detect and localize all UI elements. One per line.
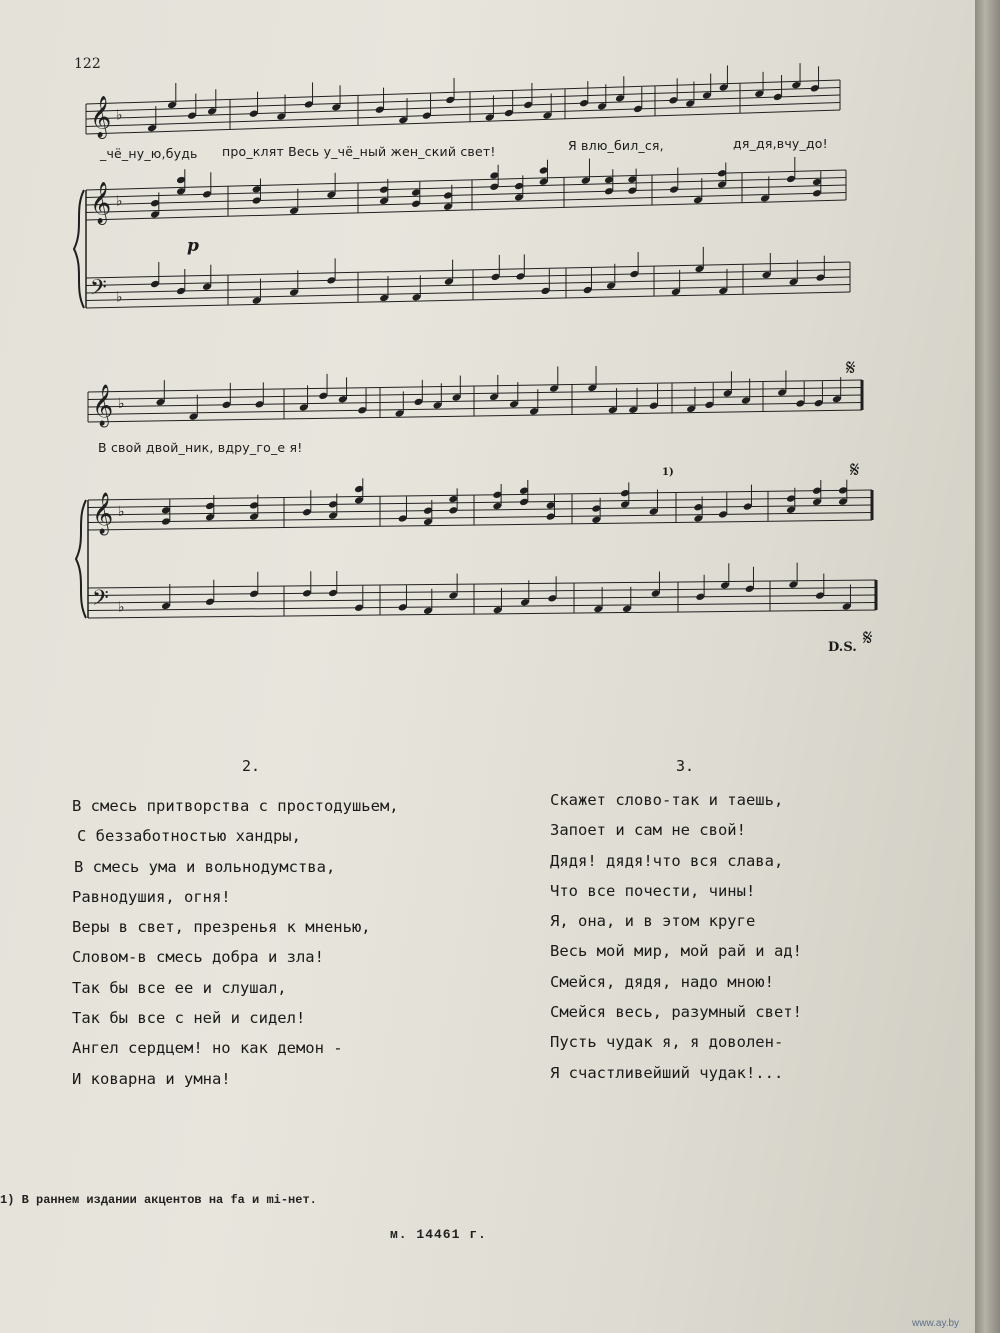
staff-line xyxy=(86,95,840,119)
lyric-line-2: В свой двой_ник, вдру_го_е я! xyxy=(98,440,303,455)
verse-line: Дядя! дядя!что вся слава, xyxy=(550,851,784,870)
verse-line: С беззаботностью хандры, xyxy=(77,827,301,846)
footnote-reference: 1) xyxy=(662,467,674,478)
verse-3 xyxy=(550,785,802,1088)
footnote: 1) В раннем издании акцентов на fa и mi-нет. xyxy=(0,1193,317,1207)
verse-line: Запоет и сам не свой! xyxy=(550,821,746,840)
segno-sign-top: 𝄋 xyxy=(846,356,856,381)
lyric-line-1c: Я влю_бил_ся, xyxy=(568,138,664,153)
staff-line xyxy=(86,262,850,278)
flat-icon: ♭ xyxy=(116,193,123,210)
verse-line: Я счастливейший чудак!... xyxy=(550,1063,784,1082)
verse-line: Так бы все с ней и сидел! xyxy=(72,1009,306,1028)
staff-line xyxy=(86,285,850,301)
verse-line: Так бы все ее и слушал, xyxy=(72,978,287,997)
treble-clef-icon: 𝄞 xyxy=(90,182,112,224)
verse-line: В смесь ума и вольнодумства, xyxy=(74,857,336,876)
verse-line: Равнодушия, огня! xyxy=(72,887,231,906)
staff-line xyxy=(88,410,862,422)
segno-sign-bottom: 𝄋 xyxy=(863,626,873,651)
verse-line: Ангел сердцем! но как демон - xyxy=(72,1039,343,1058)
treble-clef-icon: 𝄞 xyxy=(92,492,114,534)
flat-icon: ♭ xyxy=(116,289,123,306)
verse-line: Пусть чудак я, я доволен- xyxy=(550,1033,784,1052)
staff-line xyxy=(86,270,850,286)
lyric-line-1a: _чё_ну_ю,будь xyxy=(100,146,198,161)
verse-line: Словом-в смесь добра и зла! xyxy=(72,948,324,967)
staff-line xyxy=(86,80,840,104)
staff-line xyxy=(88,610,876,618)
bass-clef-icon: 𝄢 xyxy=(92,585,109,616)
lyric-line-1b: про_клят Весь у_чё_ный жен_ский свет! xyxy=(222,144,496,159)
staff-line xyxy=(86,277,850,293)
staff-line xyxy=(88,380,862,392)
watermark: www.ay.by xyxy=(912,1318,960,1329)
verse-line: Весь мой мир, мой рай и ад! xyxy=(550,942,802,961)
staff-line xyxy=(86,88,840,112)
flat-icon: ♭ xyxy=(118,504,125,521)
flat-icon: ♭ xyxy=(116,107,123,124)
brace xyxy=(76,500,86,618)
verse-line: Скажет слово-так и таешь, xyxy=(550,791,784,809)
staff-line xyxy=(86,292,850,308)
brace xyxy=(74,190,84,308)
staff-line xyxy=(88,603,876,611)
lyric-line-1d: дя_дя,вчу_до! xyxy=(733,136,828,151)
verse-line: В смесь притворства с простодушьем, xyxy=(72,797,399,815)
verse-2 xyxy=(72,791,399,1094)
staff-line xyxy=(86,103,840,127)
verse-line: Смейся весь, разумный свет! xyxy=(550,1003,802,1022)
verse-line: Я, она, и в этом круге xyxy=(550,912,756,931)
staff-line xyxy=(88,580,876,588)
verse-line: Веры в свет, презренья к мненью, xyxy=(72,918,371,937)
bass-clef-icon: 𝄢 xyxy=(90,275,107,306)
verse-2-number: 2. xyxy=(242,757,261,775)
staff-line xyxy=(88,588,876,596)
verse-line: Что все почести, чины! xyxy=(550,881,756,900)
verse-3-number: 3. xyxy=(676,757,695,775)
flat-icon: ♭ xyxy=(118,599,125,616)
verse-line: Смейся, дядя, надо мною! xyxy=(550,972,774,991)
flat-icon: ♭ xyxy=(118,396,125,413)
dynamic-marking: p xyxy=(187,236,199,256)
staff-line xyxy=(86,107,840,134)
plate-number: м. 14461 г. xyxy=(390,1227,487,1242)
verse-line: И коварна и умна! xyxy=(72,1069,231,1088)
page-number: 122 xyxy=(74,56,101,72)
staff-line xyxy=(88,403,862,415)
treble-clef-icon: 𝄞 xyxy=(92,384,114,426)
treble-clef-icon: 𝄞 xyxy=(90,96,112,138)
segno-sign-mid: 𝄋 xyxy=(850,458,860,483)
dal-segno-marking: D.S. xyxy=(828,640,857,655)
